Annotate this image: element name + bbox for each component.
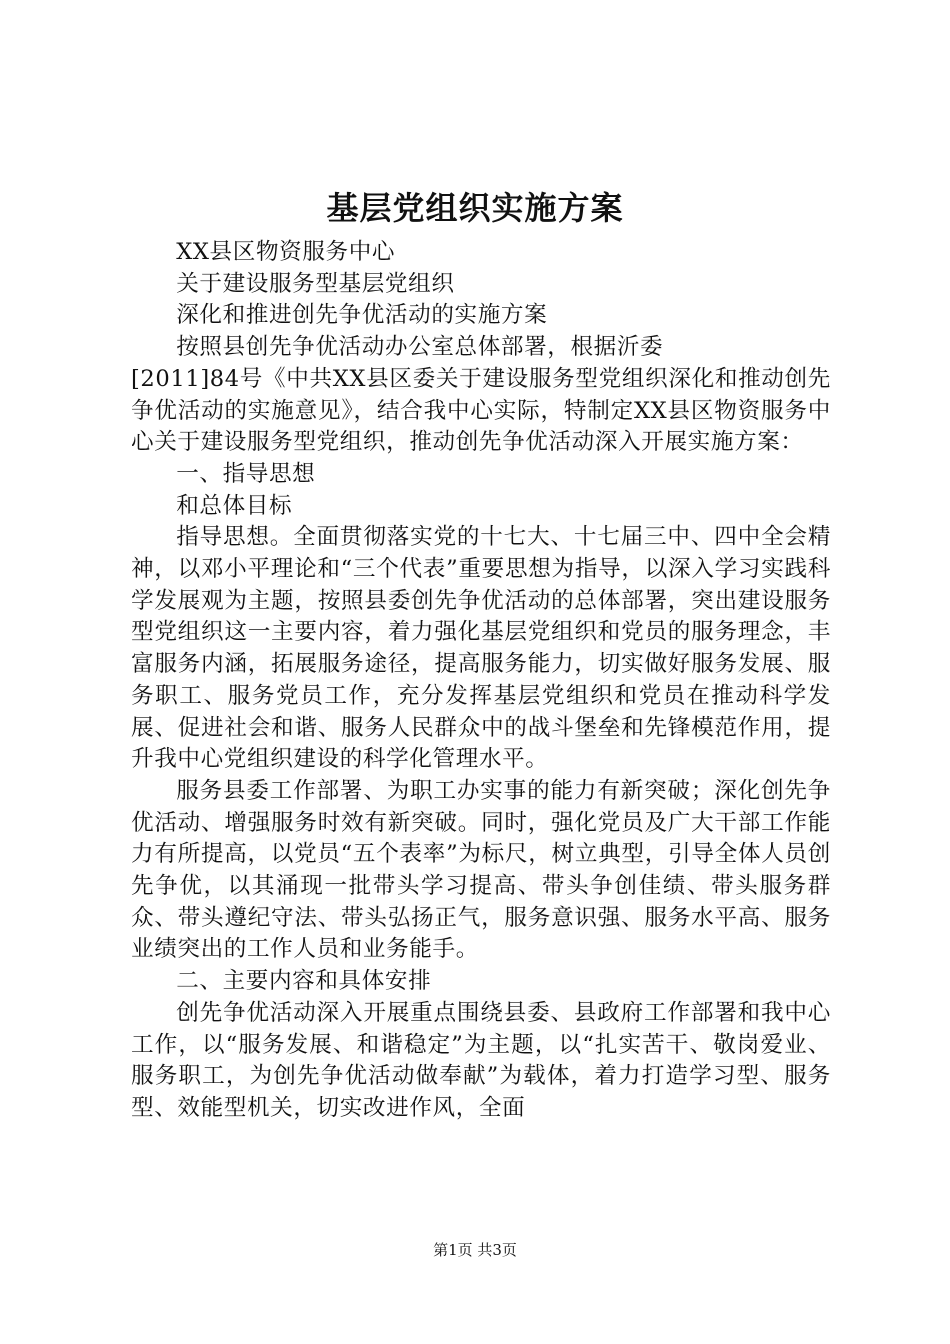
paragraph-subtitle-2: 深化和推进创先争优活动的实施方案 xyxy=(176,302,548,329)
document-body xyxy=(131,237,831,1125)
paragraph-subtitle-1: 关于建设服务型基层党组织 xyxy=(176,270,455,297)
paragraph-intro-cont: [2011]84号《中共XX县区委关于建设服务型党组织深化和推动创先争优活动的实施意见》，结合我中心实际，特制定XX县区物资服务中心关于建设服务型党组织，推动创先争优活动深入开展实施方案： xyxy=(131,365,831,456)
section-heading-1-cont: 和总体目标 xyxy=(176,492,293,519)
paragraph-goals: 服务县委工作部署、为职工办实事的能力有新突破；深化创先争优活动、增强服务时效有新突破。同时，强化党员及广大干部工作能力有所提高，以党员“五个表率”为标尺，树立典型，引导全体人员创先争优，以其涌现一批带头学习提高、带头争创佳绩、带头服务群众、带头遵纪守法、带头弘扬正气，服务意识强、服务水平高、服务业绩突出的工作人员和业务能手。 xyxy=(131,777,831,963)
paragraph-guiding-thought: 指导思想。全面贯彻落实党的十七大、十七届三中、四中全会精神，以邓小平理论和“三个代表”重要思想为指导，以深入学习实践科学发展观为主题，按照县委创先争优活动的总体部署，突出建设服务型党组织这一主要内容，着力强化基层党组织和党员的服务理念，丰富服务内涵，拓展服务途径，提高服务能力，切实做好服务发展、服务职工、服务党员工作，充分发挥基层党组织和党员在推动科学发展、促进社会和谐、服务人民群众中的战斗堡垒和先锋模范作用，提升我中心党组织建设的科学化管理水平。 xyxy=(131,524,831,773)
paragraph-intro: 按照县创先争优活动办公室总体部署，根据沂委 xyxy=(176,334,664,361)
paragraph-main-content: 创先争优活动深入开展重点围绕县委、县政府工作部署和我中心工作，以“服务发展、和谐稳定”为主题，以“扎实苦干、敬岗爱业、服务职工，为创先争优活动做奉献”为载体，着力打造学习型、服务型、效能型机关，切实改进作风，全面 xyxy=(131,999,831,1121)
section-heading-2: 二、主要内容和具体安排 xyxy=(176,968,432,995)
section-heading-1: 一、指导思想 xyxy=(176,460,316,487)
document-title: 基层党组织实施方案 xyxy=(326,189,624,227)
page-footer: 第1页 共3页 xyxy=(433,1241,517,1259)
paragraph-org-name: XX县区物资服务中心 xyxy=(176,239,396,265)
